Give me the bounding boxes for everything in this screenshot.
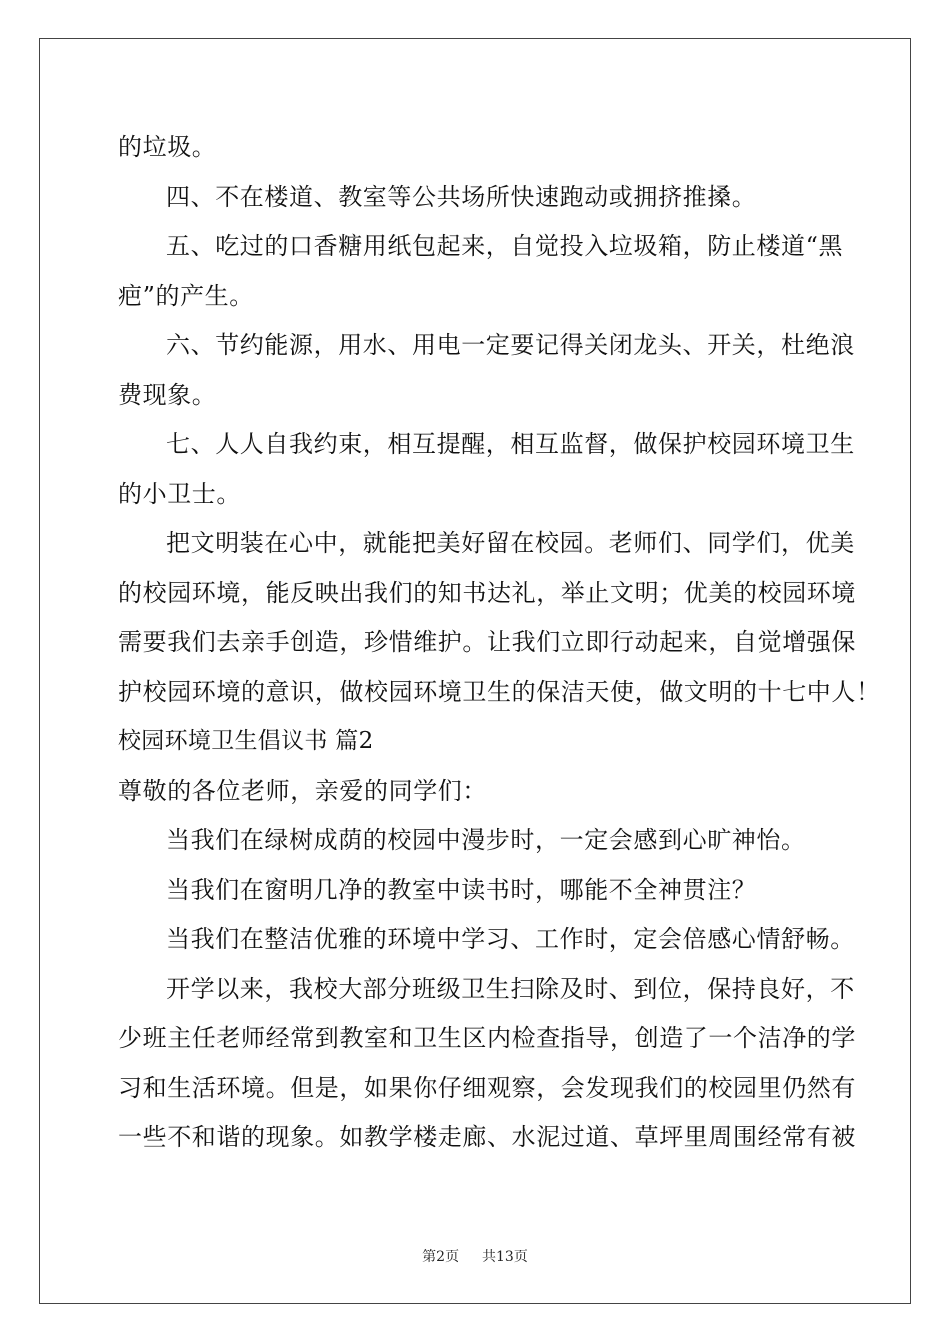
text-line: 疤”的产生。	[118, 281, 254, 310]
section-title: 校园环境卫生倡议书 篇2	[118, 728, 374, 754]
text-line: 五、吃过的口香糖用纸包起来，自觉投入垃圾箱，防止楼道“黑	[166, 232, 844, 260]
text-line: 四、不在楼道、教室等公共场所快速跑动或拥挤推搡。	[166, 182, 757, 211]
page-number: 第2页	[422, 1249, 460, 1265]
text-line: 习和生活环境。但是，如果你仔细观察，会发现我们的校园里仍然有	[118, 1073, 856, 1102]
greeting-line: 尊敬的各位老师，亲爱的同学们：	[118, 776, 487, 805]
page-footer	[0, 1246, 950, 1266]
text-line: 一些不和谐的现象。如教学楼走廊、水泥过道、草坪里周围经常有被	[118, 1123, 856, 1151]
text-line: 当我们在窗明几净的教室中读书时，哪能不全神贯注？	[166, 875, 757, 904]
text-line: 的垃圾。	[118, 133, 217, 161]
text-line: 费现象。	[118, 380, 217, 409]
text-line: 把文明装在心中，就能把美好留在校园。老师们、同学们，优美	[166, 529, 855, 557]
text-line: 少班主任老师经常到教室和卫生区内检查指导，创造了一个洁净的学	[118, 1024, 856, 1052]
text-line: 七、人人自我约束，相互提醒，相互监督，做保护校园环境卫生	[166, 430, 855, 458]
text-line: 护校园环境的意识，做校园环境卫生的保洁天使，做文明的十七中人！	[118, 677, 881, 706]
text-line: 的校园环境，能反映出我们的知书达礼，举止文明；优美的校园环境	[118, 578, 856, 607]
text-line: 需要我们去亲手创造，珍惜维护。让我们立即行动起来，自觉增强保	[118, 628, 856, 656]
page-total: 共13页	[482, 1249, 528, 1265]
text-line: 的小卫士。	[118, 479, 241, 508]
document-body	[118, 123, 881, 1163]
text-line: 当我们在绿树成荫的校园中漫步时，一定会感到心旷神怡。	[166, 826, 806, 854]
text-line: 开学以来，我校大部分班级卫生扫除及时、到位，保持良好，不	[166, 974, 855, 1003]
text-line: 六、节约能源，用水、用电一定要记得关闭龙头、开关，杜绝浪	[166, 331, 855, 359]
text-line: 当我们在整洁优雅的环境中学习、工作时，定会倍感心情舒畅。	[166, 925, 855, 953]
